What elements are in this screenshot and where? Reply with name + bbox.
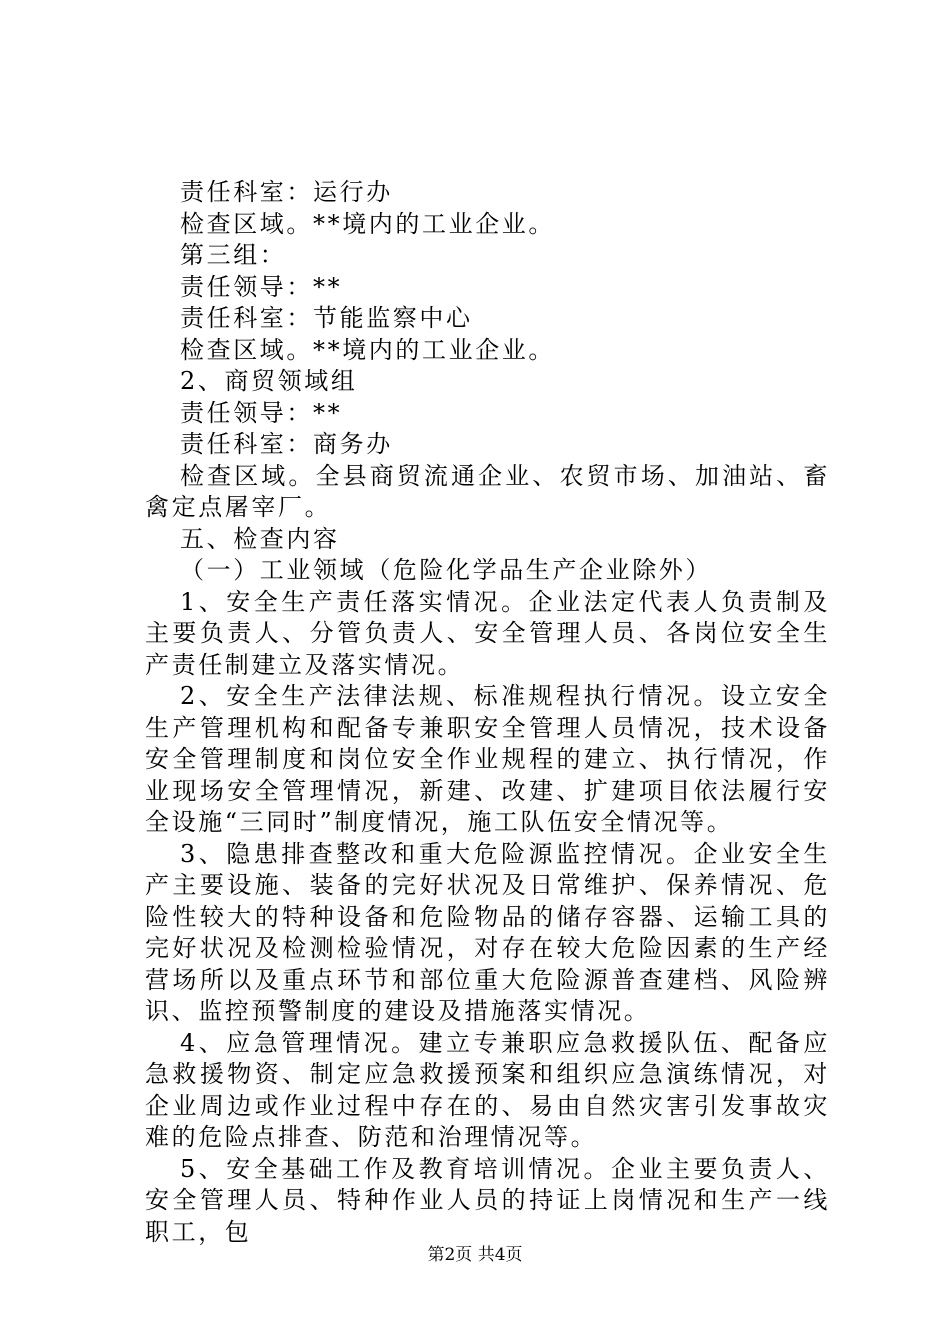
paragraph-commerce-group: 2、商贸领域组 [180, 367, 358, 395]
paragraph-inspection-area-2: 检查区域。**境内的工业企业。 [180, 335, 555, 364]
paragraph-item-5: 5、安全基础工作及教育培训情况。企业主要负责人、安全管理人员、特种作业人员的持证上岗情况和生产一线职工，包 [145, 1154, 830, 1246]
paragraph-item-1: 1、安全生产责任落实情况。企业法定代表人负责制及主要负责人、分管负责人、安全管理人员、各岗位安全生产责任制建立及落实情况。 [145, 587, 830, 679]
paragraph-responsible-leader-1: 责任领导：** [180, 272, 343, 301]
subsection-heading-industrial: （一）工业领域（危险化学品生产企业除外） [180, 556, 712, 584]
document-body [145, 177, 830, 1248]
paragraph-responsible-leader-2: 责任领导：** [180, 398, 343, 427]
paragraph-responsible-dept-2: 责任科室：节能监察中心 [180, 304, 473, 332]
paragraph-inspection-area-3: 检查区域。全县商贸流通企业、农贸市场、加油站、畜禽定点屠宰厂。 [145, 461, 830, 521]
paragraph-group-three: 第三组： [180, 241, 287, 269]
paragraph-responsible-dept-1: 责任科室：运行办 [180, 178, 393, 206]
paragraph-item-4: 4、应急管理情况。建立专兼职应急救援队伍、配备应急救援物资、制定应急救援预案和组织应急演练情况，对企业周边或作业过程中存在的、易由自然灾害引发事故灾难的危险点排查、防范和治理情况等。 [145, 1028, 830, 1151]
paragraph-responsible-dept-3: 责任科室：商务办 [180, 430, 393, 458]
page-number-footer: 第2页 共4页 [427, 1245, 523, 1265]
paragraph-item-3: 3、隐患排查整改和重大危险源监控情况。企业安全生产主要设施、装备的完好状况及日常维护、保养情况、危险性较大的特种设备和危险物品的储存容器、运输工具的完好状况及检测检验情况，对存在较大危险因素的生产经营场所以及重点环节和部位重大危险源普查建档、风险辨识、监控预警制度的建设及措施落实情况。 [145, 839, 830, 1025]
section-heading-inspection-content: 五、检查内容 [180, 524, 340, 553]
paragraph-inspection-area-1: 检查区域。**境内的工业企业。 [180, 209, 555, 238]
paragraph-item-2: 2、安全生产法律法规、标准规程执行情况。设立安全生产管理机构和配备专兼职安全管理人员情况，技术设备安全管理制度和岗位安全作业规程的建立、执行情况，作业现场安全管理情况，新建、改建、扩建项目依法履行安全设施“三同时”制度情况，施工队伍安全情况等。 [145, 682, 830, 836]
